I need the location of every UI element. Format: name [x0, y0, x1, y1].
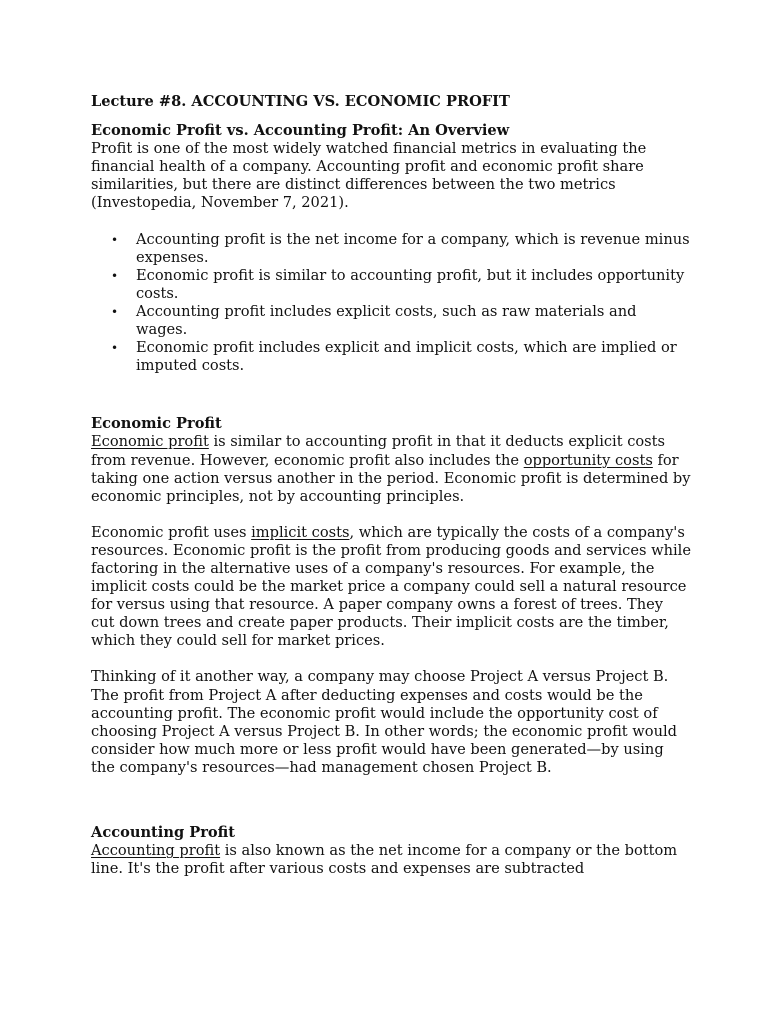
bullet-icon: •: [111, 304, 119, 319]
opportunity-costs-link[interactable]: opportunity costs: [523, 451, 653, 469]
list-item: • Accounting profit is the net income for a company, which is revenue minus expenses.: [111, 230, 690, 266]
economic-profit-link[interactable]: Economic profit: [91, 433, 209, 451]
implicit-costs-link[interactable]: implicit costs: [251, 523, 350, 541]
document-page: [91, 93, 691, 878]
accounting-profit-link[interactable]: Accounting profit: [91, 842, 221, 860]
document-title: Lecture #8. ACCOUNTING VS. ECONOMIC PROFIT: [91, 93, 510, 110]
overview-heading: Economic Profit vs. Accounting Profit: An Overview: [91, 122, 510, 140]
list-item: • Accounting profit includes explicit costs, such as raw materials and wages.: [111, 302, 637, 339]
accounting-profit-paragraph-1: Accounting profit is also known as the net income for a company or the bottom line. It's the profit after various costs and expenses are subtracted: [91, 842, 678, 878]
accounting-profit-heading: Accounting Profit: [91, 824, 235, 841]
bullet-icon: •: [111, 232, 119, 247]
overview-paragraph: Profit is one of the most widely watched financial metrics in evaluating the financial health of a company. Accounting profit and economic profit share similarities, but there are distinct differences between the two metrics (Investopedia, November 7, 2021).: [91, 140, 647, 212]
economic-profit-paragraph-2: Economic profit uses implicit costs, which are typically the costs of a company's resources. Economic profit is the profit from producing goods and services while factoring in the alternative uses of a company's resources. For example, the implicit costs could be the market price a company could sell a natural resource for versus using that resource. A paper company owns a forest of trees. They cut down trees and create paper products. Their implicit costs are the timber, which they could sell for market prices.: [91, 523, 691, 650]
economic-profit-heading: Economic Profit: [91, 415, 222, 433]
economic-profit-paragraph-1: Economic profit is similar to accounting profit in that it deducts explicit costs from revenue. However, economic profit also includes the opportunity costs for taking one action versus another in the period. Economic profit is determined by economic principles, not by accounting principles.: [91, 433, 691, 505]
overview-bullet-list: [91, 231, 691, 376]
list-item: • Economic profit includes explicit and implicit costs, which are implied or imputed costs.: [111, 339, 677, 375]
economic-profit-paragraph-3: Thinking of it another way, a company may choose Project A versus Project B. The profit from Project A after deducting expenses and costs would be the accounting profit. The economic profit would include the opportunity cost of choosing Project A versus Project B. In other words; the economic profit would consider how much more or less profit would have been generated—by using the company's resources—had management chosen Project B.: [91, 668, 677, 776]
bullet-icon: •: [111, 268, 119, 283]
bullet-icon: •: [111, 341, 119, 356]
list-item: • Economic profit is similar to accounting profit, but it includes opportunity costs.: [111, 266, 685, 302]
